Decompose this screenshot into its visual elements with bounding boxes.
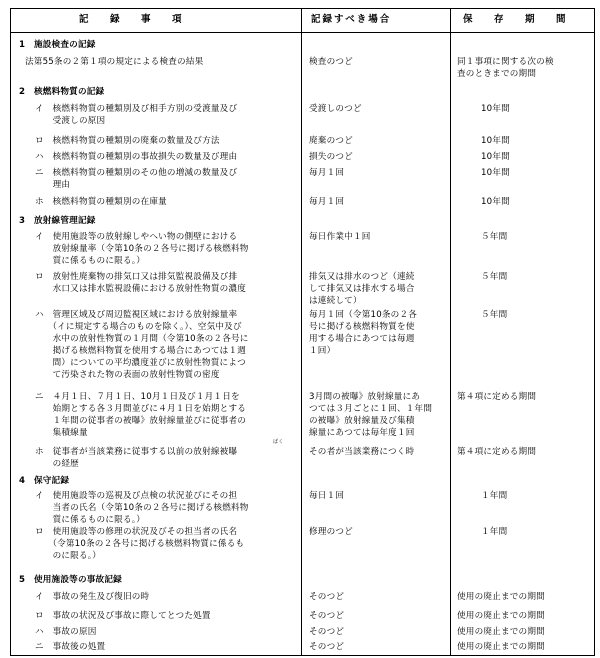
record-item: ロ 事故の状況及び事故に際してとつた処置 [35,611,211,621]
record-when: 廃棄のつど [309,136,353,146]
retention-period: ５年間 [481,310,508,320]
record-when: そのつど [309,592,345,602]
section-heading: 4 保守記録 [19,476,70,486]
record-item: イ 使用施設等の放射線しやへい物の側壁における 放射線量率（令第10条の２各号に掲げる核燃料物 質に係るものに限る。） [35,232,249,266]
record-item: ホ 従事者が当該業務に従事する以前の放射線被曝 の経歴 [35,447,238,469]
column-divider-1 [301,9,302,655]
record-when: 毎日作業中１回 [309,232,371,242]
record-item: ハ 管理区域及び周辺監視区域における放射線量率 （イに規定する場合のものを除く。）、空気中及び 水中の放射性物質の１月間（令第10条の２各号に 掲げる核燃料物質を使用する場合にあつては１週 間）についての平均濃度並びに放射性物質によつ て汚染された物の表面の放射性物質の密度 [35,310,249,380]
retention-period: 使用の廃止までの期間 [457,592,545,602]
record-when: そのつど [309,627,345,637]
section-heading: 5 使用施設等の事故記録 [19,575,122,585]
record-when: 修理のつど [309,527,353,537]
retention-period: 同１事項に関する次の検 査のときまでの期間 [457,57,554,79]
record-when: 毎日１回 [309,491,345,501]
retention-period: 使用の廃止までの期間 [457,627,545,637]
retention-period: 10年間 [481,168,510,178]
record-item: ホ 核燃料物質の種類別の在庫量 [35,197,167,207]
record-when: 排気又は排水のつど（連続 して排気又は排水する場合 は連続して） [309,272,415,306]
record-item: ニ 事故後の処置 [35,642,106,652]
header-when-to-record: 記録すべき場合 [311,14,392,25]
record-when: 毎月１回（令第10条の２各 号に掲げる核燃料物質を使 用する場合にあつては毎週 １回） [309,310,418,356]
section-heading: 1 施設検査の記録 [19,40,96,50]
header-divider [11,32,594,33]
record-item: イ 事故の発生及び復旧の時 [35,592,150,602]
ruby-annotation: ばく [273,439,284,445]
record-item: ロ 放射性廃棄物の排気口又は排気監視設備及び排 水口又は排水監視設備における放射性物質の濃度 [35,272,247,294]
retention-period: 10年間 [481,197,510,207]
record-when: 毎月１回 [309,168,345,178]
record-when: 受渡しのつど [309,104,362,114]
retention-period: 10年間 [481,152,510,162]
record-item: ロ 使用施設等の修理の状況及びその担当者の氏名 （令第10条の２各号に掲げる核燃料物質に係るも のに限る。） [35,527,245,561]
retention-period: 使用の廃止までの期間 [457,611,545,621]
record-item: イ 使用施設等の巡視及び点検の状況並びにその担 当者の氏名（令第10条の２各号に掲げる核燃料物 質に係るものに限る。） [35,491,249,525]
record-when: 3月間の被曝》放射線量にあ つては３月ごとに１回、１年間 の被曝》放射線量及び集積 線量にあつては毎年度１回 [309,392,433,438]
retention-period: ５年間 [481,232,508,242]
retention-period: １年間 [481,527,508,537]
record-item: 法第55条の２第１項の規定による検査の結果 [25,57,204,67]
section-heading: 3 放射線管理記録 [19,216,96,226]
record-item: ニ 核燃料物質の種類別のその他の増減の数量及び 理由 [35,168,238,190]
retention-period: 第４項に定める期間 [457,392,537,402]
record-item: ニ ４月１日、７月１日、10月１日及び１月１日を 始期とする各３月間並びに４月１日を始期とする １年間の従事者の被曝》放射線量並びに従事者の 集積線量 [35,392,247,438]
section-heading: 2 核燃料物質の記録 [19,87,105,97]
records-table [10,8,595,656]
record-item: ハ 核燃料物質の種類別の事故損失の数量及び理由 [35,152,238,162]
record-when: 毎月１回 [309,197,345,207]
record-item: イ 核燃料物質の種類別及び相手方別の受渡量及び 受渡しの原因 [35,104,238,126]
retention-period: 10年間 [481,104,510,114]
record-when: そのつど [309,611,345,621]
record-when: 損失のつど [309,152,353,162]
retention-period: 第４項に定める期間 [457,447,537,457]
record-item: ハ 事故の原因 [35,627,97,637]
header-record-items: 記 録 事 項 [79,14,188,25]
retention-period: 使用の廃止までの期間 [457,642,545,652]
retention-period: １年間 [481,491,508,501]
header-retention-period: 保 存 期 間 [463,14,572,25]
column-divider-2 [450,9,451,655]
record-when: 検査のつど [309,57,353,67]
record-when: その者が当該業務につく時 [309,447,415,457]
record-when: そのつど [309,642,345,652]
retention-period: ５年間 [481,272,508,282]
retention-period: 10年間 [481,136,510,146]
record-item: ロ 核燃料物質の種類別の廃棄の数量及び方法 [35,136,220,146]
